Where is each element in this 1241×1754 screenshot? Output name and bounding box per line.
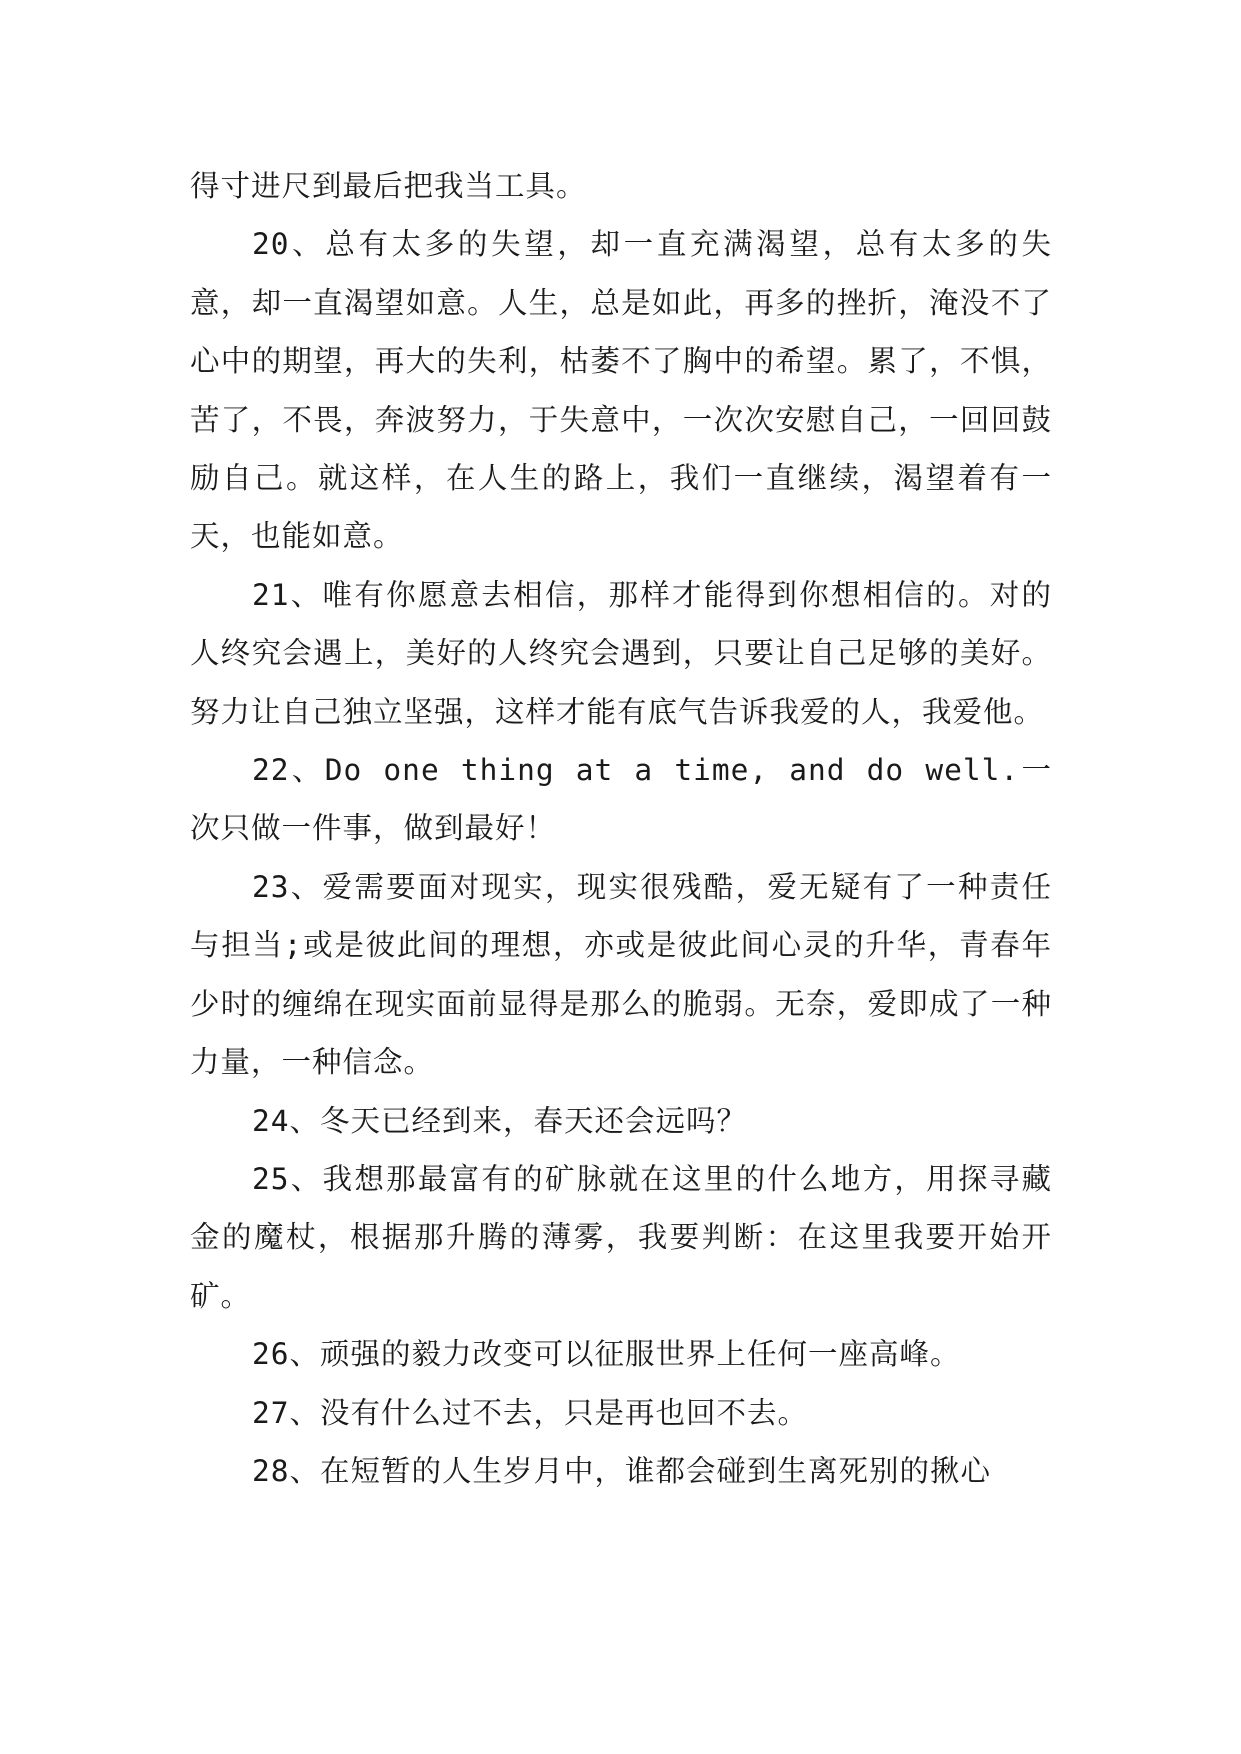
paragraph-continuation: 得寸进尺到最后把我当工具。 [190, 169, 587, 203]
paragraph-26: 26、顽强的毅力改变可以征服世界上任何一座高峰。 [252, 1337, 961, 1372]
paragraph-24: 24、冬天已经到来，春天还会远吗？ [252, 1103, 748, 1138]
paragraph-21: 21、唯有你愿意去相信，那样才能得到你想相信的。对的人终究会遇上，美好的人终究会遇到，只要让自己足够的美好。努力让自己独立坚强，这样才能有底气告诉我爱的人，我爱他。 [190, 577, 1052, 729]
paragraph-22: 22、Do one thing at a time, and do well.一次只做一件事，做到最好！ [190, 753, 1052, 846]
paragraph-20: 20、总有太多的失望，却一直充满渴望，总有太多的失意，却一直渴望如意。人生，总是如此，再多的挫折，淹没不了心中的期望，再大的失利，枯萎不了胸中的希望。累了，不惧，苦了，不畏，奔波努力，于失意中，一次次安慰自己，一回回鼓励自己。就这样，在人生的路上，我们一直继续，渴望着有一天，也能如意。 [190, 227, 1052, 554]
paragraph-25: 25、我想那最富有的矿脉就在这里的什么地方，用探寻藏金的魔杖，根据那升腾的薄雾，我要判断：在这里我要开始开矿。 [190, 1161, 1052, 1313]
body-text [190, 157, 1052, 1500]
paragraph-23: 23、爱需要面对现实，现实很残酷，爱无疑有了一种责任与担当;或是彼此间的理想，亦或是彼此间心灵的升华，青春年少时的缠绵在现实面前显得是那么的脆弱。无奈，爱即成了一种力量，一种信念。 [190, 869, 1052, 1080]
paragraph-28: 28、在短暂的人生岁月中，谁都会碰到生离死别的揪心 [252, 1453, 992, 1488]
paragraph-27: 27、没有什么过不去，只是再也回不去。 [252, 1395, 809, 1430]
